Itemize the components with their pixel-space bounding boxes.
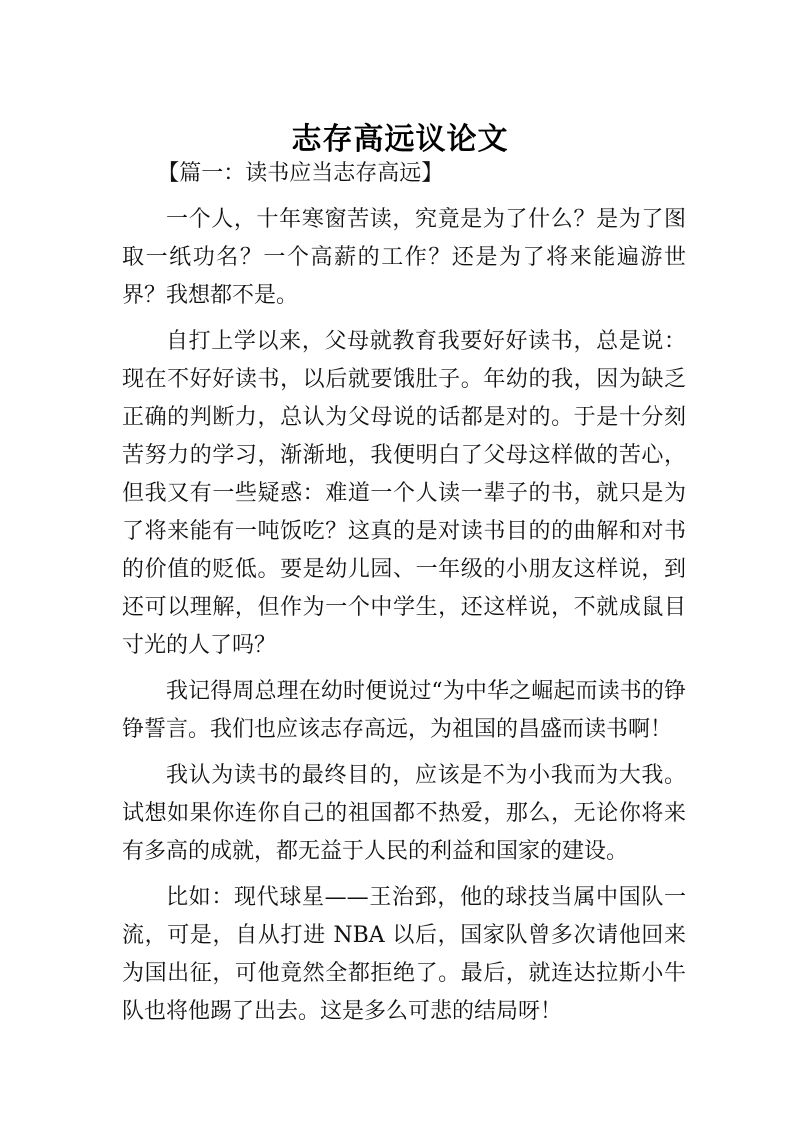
paragraph-2: 自打上学以来，父母就教育我要好好读书，总是说：现在不好好读书，以后就要饿肚子。年幼的我，因为缺乏正确的判断力，总认为父母说的话都是对的。于是十分刻苦努力的学习，渐渐地，我便明白了父母这样做的苦心，但我又有一些疑惑：难道一个人读一辈子的书，就只是为了将来能有一吨饭吃？这真的是对读书目的的曲解和对书的价值的贬低。要是幼儿园、一年级的小朋友这样说，到还可以理解，但作为一个中学生，还这样说，不就成鼠目寸光的人了吗？	[122, 329, 686, 658]
paragraph-3: 我记得周总理在幼时便说过“为中华之崛起而读书的铮铮誓言。我们也应该志存高远，为祖国的昌盛而读书啊！	[122, 679, 686, 742]
paragraph-5: 比如：现代球星——王治郅，他的球技当属中国队一流，可是，自从打进 NBA 以后，国家队曾多次请他回来为国出征，可他竟然全都拒绝了。最后，就连达拉斯小牛队也将他踢了出去。这是多么可悲的结局呀！	[122, 885, 686, 1024]
paragraph-4: 我认为读书的最终目的，应该是不为小我而为大我。试想如果你连你自己的祖国都不热爱，那么，无论你将来有多高的成就，都无益于人民的利益和国家的建设。	[122, 763, 686, 864]
document-title: 志存高远议论文	[291, 122, 509, 158]
document-body	[122, 155, 686, 1039]
section-heading: 【篇一：读书应当志存高远】	[157, 161, 444, 186]
paragraph-1: 一个人，十年寒窗苦读，究竟是为了什么？是为了图取一纸功名？一个高薪的工作？还是为了将来能遍游世界？我想都不是。	[122, 207, 686, 308]
